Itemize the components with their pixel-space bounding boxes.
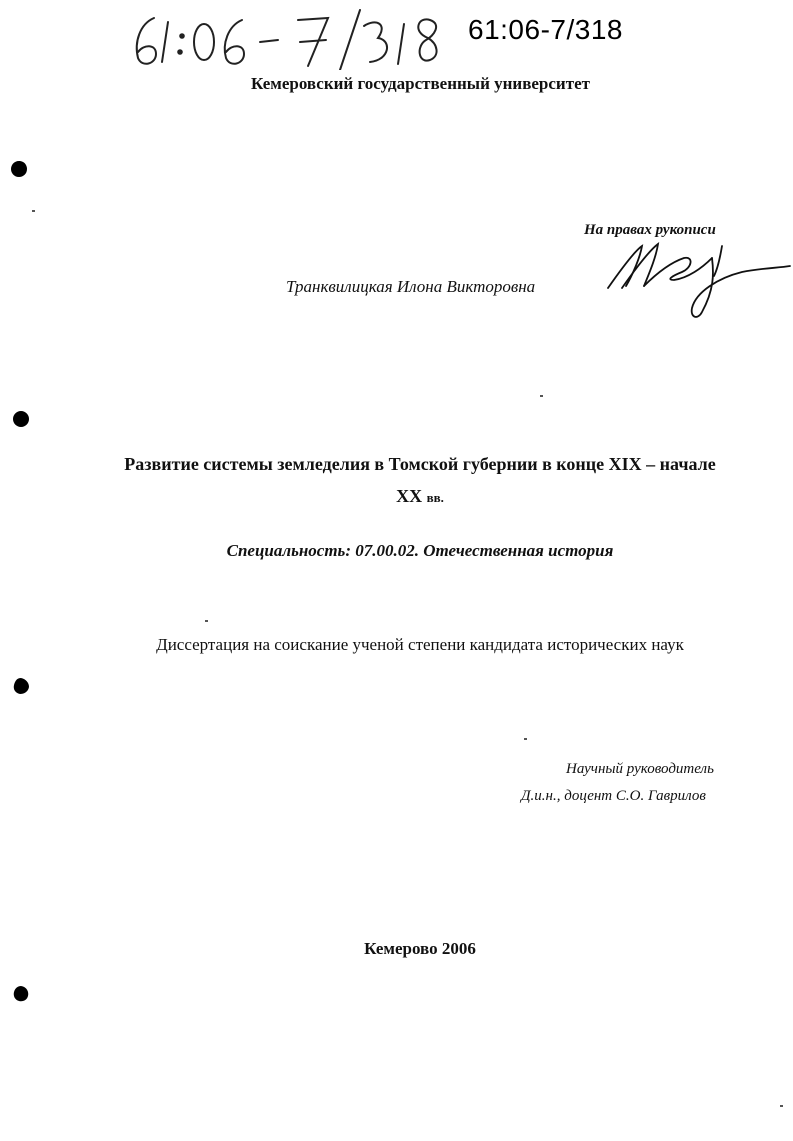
punch-hole-icon [10, 160, 28, 178]
specialty: Специальность: 07.00.02. Отечественная история [226, 541, 614, 560]
scan-speck [780, 1105, 783, 1107]
punch-hole-icon [12, 985, 30, 1003]
scan-speck [32, 210, 35, 212]
city-year: Кемерово 2006 [364, 939, 476, 958]
archive-code: 61:06-7/318 [468, 14, 623, 45]
title-century: XX [396, 486, 423, 506]
title-line-1: Развитие системы земледелия в Томской губернии в конце XIX – начале [124, 454, 716, 474]
scan-speck [524, 738, 527, 740]
punch-hole-icon [12, 677, 30, 695]
supervisor-label: Научный руководитель [566, 761, 714, 777]
university-label: Кемеровский государственный университет [251, 74, 590, 93]
punch-hole-icon [12, 410, 30, 428]
degree-statement: Диссертация на соискание ученой степени кандидата исторических наук [156, 635, 684, 654]
university-name [0, 74, 793, 94]
handwritten-code-icon [120, 8, 460, 70]
signature-icon [602, 228, 792, 324]
title-line-2 [100, 480, 740, 514]
dissertation-title [100, 448, 740, 514]
author-name: Транквилицкая Илона Викторовна [286, 277, 536, 296]
supervisor-name: Д.и.н., доцент С.О. Гаврилов [521, 788, 706, 804]
rights-note: На правах рукописи [584, 222, 716, 238]
title-suffix: вв. [426, 490, 444, 505]
scan-speck [205, 620, 208, 622]
scan-speck [540, 395, 543, 397]
